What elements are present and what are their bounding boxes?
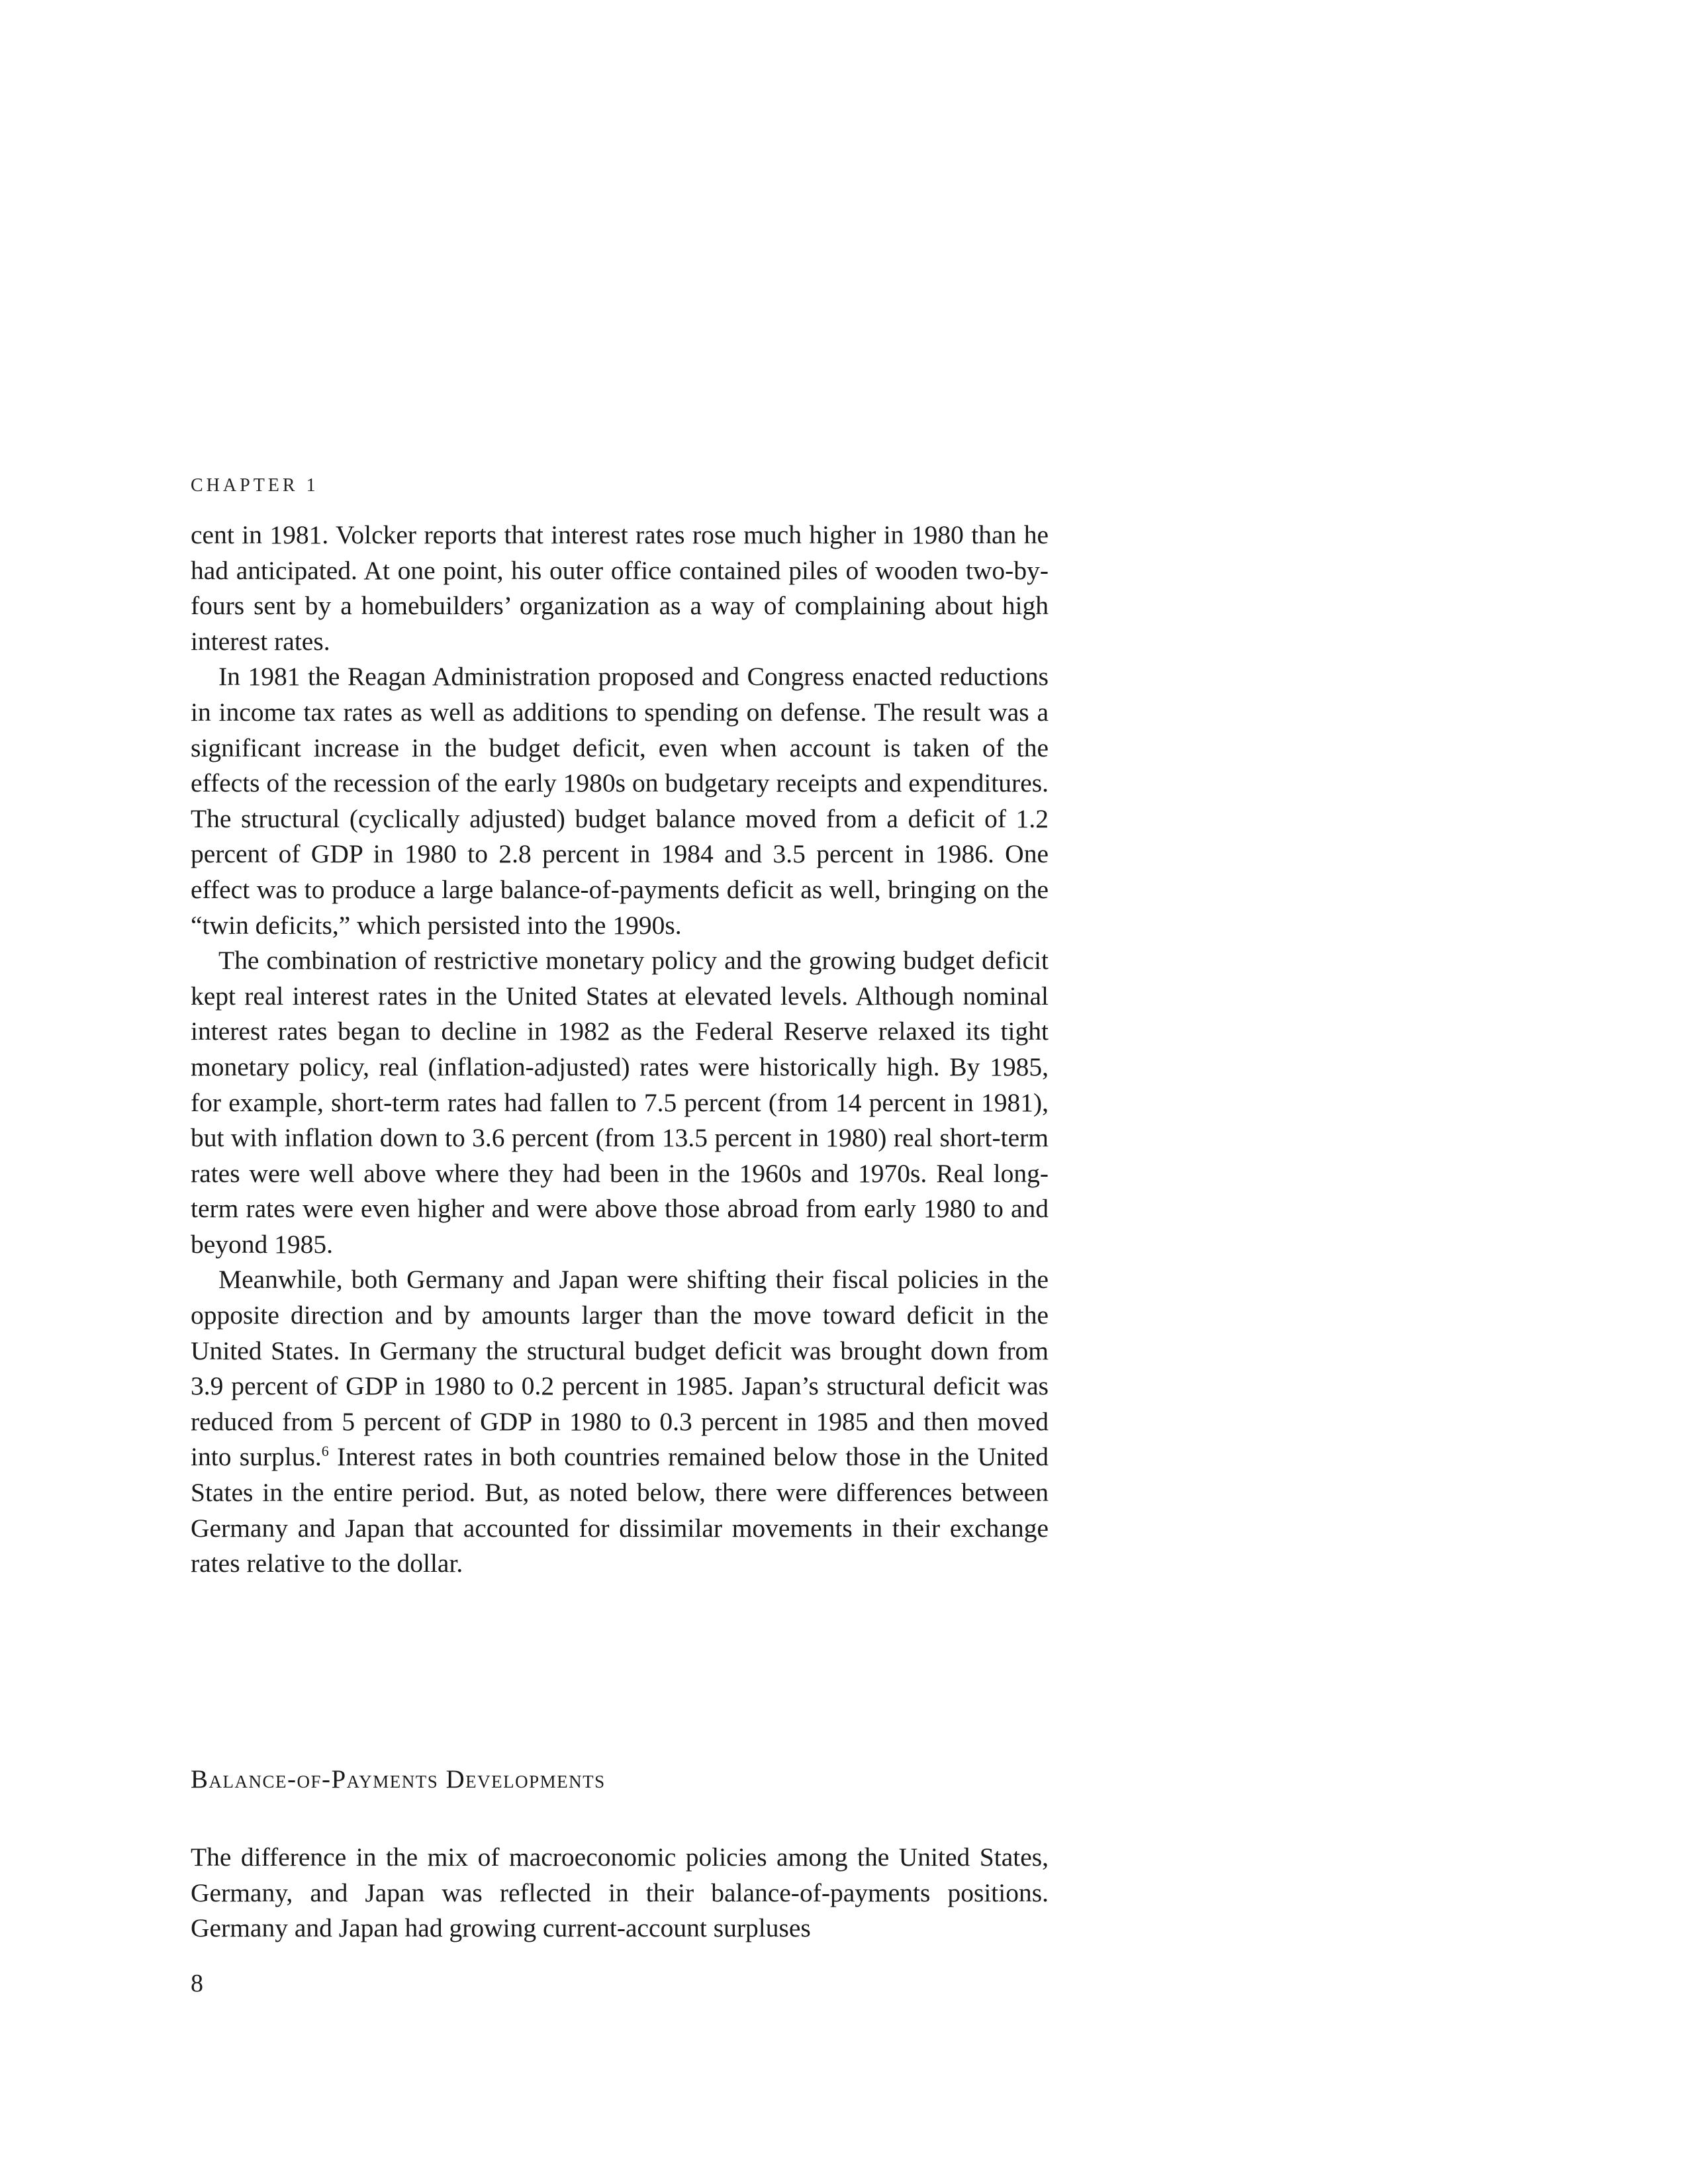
paragraph-continuation: cent in 1981. Volcker reports that interest rates rose much higher in 1980 than he had anticipated. At one point, his outer office contained piles of wooden two-by-fours sent by a homebuilders’ organization as a way of complaining about high interest rates. bbox=[191, 520, 1049, 656]
section-body-text bbox=[191, 1840, 1049, 1946]
paragraph-reagan-fiscal-policy: In 1981 the Reagan Administration proposed and Congress enacted reductions in income tax rates as well as additions to spending on defense. The result was a significant increase in the budget deficit, even when account is taken of the effects of the recession of the early 1980s on budgetary receipts and expenditures. The structural (cyclically adjusted) budget balance moved from a deficit of 1.2 percent of GDP in 1980 to 2.8 percent in 1984 and 3.5 percent in 1986. One effect was to produce a large balance-of-payments deficit as well, bringing on the “twin deficits,” which persisted into the 1990s. bbox=[191, 662, 1049, 940]
paragraph-germany-japan-fiscal bbox=[191, 1262, 1049, 1581]
paragraph-text-before-note: Meanwhile, both Germany and Japan were shifting their fiscal policies in the opposite direction and by amounts larger than the move toward deficit in the United States. In Germany the structural budget deficit was brought down from 3.9 percent of GDP in 1980 to 0.2 percent in 1985. Japan’s structural deficit was reduced from 5 percent of GDP in 1980 to 0.3 percent in 1985 and then moved into surplus. bbox=[191, 1265, 1049, 1472]
running-head: CHAPTER 1 bbox=[191, 475, 319, 496]
paragraph-real-interest-rates: The combination of restrictive monetary policy and the growing budget deficit kept real interest rates in the United States at elevated levels. Although nominal interest rates began to decline in 1982 as the Federal Reserve relaxed its tight monetary policy, real (inflation-adjusted) rates were historically high. By 1985, for example, short-term rates had fallen to 7.5 percent (from 14 percent in 1981), but with inflation down to 3.6 percent (from 13.5 percent in 1980) real short-term rates were well above where they had been in the 1960s and 1970s. Real long-term rates were even higher and were above those abroad from early 1980 to and beyond 1985. bbox=[191, 946, 1049, 1259]
paragraph-text-after-note: Interest rates in both countries remained below those in the United States in the entire period. But, as noted below, there were differences between Germany and Japan that accounted for dissimilar movements in their exchange rates relative to the dollar. bbox=[191, 1442, 1049, 1578]
section-heading: Balance-of-Payments Developments bbox=[191, 1765, 606, 1794]
page-number: 8 bbox=[191, 1970, 203, 1997]
footnote-marker[interactable]: 6 bbox=[321, 1443, 329, 1460]
body-text bbox=[191, 518, 1049, 1582]
paragraph-balance-of-payments: The difference in the mix of macroeconomic policies among the United States, Germany, and Japan was reflected in their balance-of-payments positions. Germany and Japan had growing current-account surpluses bbox=[191, 1843, 1049, 1943]
